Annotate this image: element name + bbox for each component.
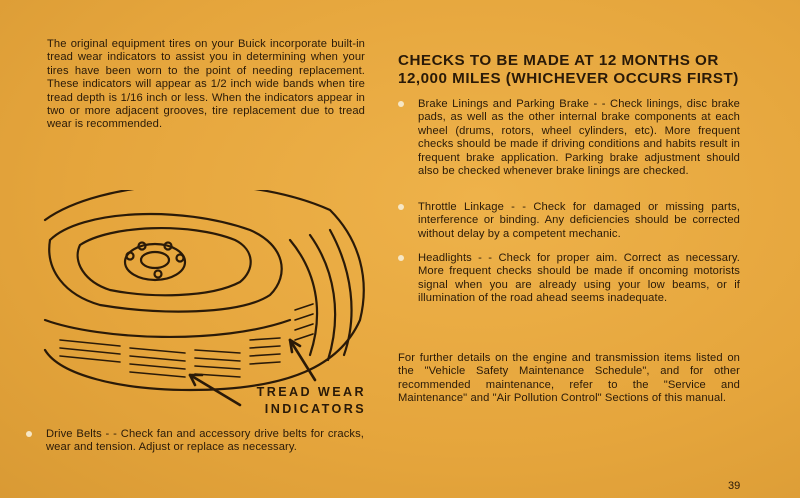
bullet-dot xyxy=(398,255,404,261)
bullet-throttle-linkage xyxy=(398,201,740,241)
bullet-dot xyxy=(26,431,32,437)
bullet-text: Headlights - - Check for proper aim. Correct as necessary. More frequent checks should be made if oncoming motorists signal when you are already using your low beams, or if illumination of the road ahead seems inadequate. xyxy=(418,252,740,305)
bullet-brake-linings xyxy=(398,98,740,178)
further-details-paragraph: For further details on the engine and transmission items listed on the "Vehicle Safety Maintenance Schedule", and for other recommended maintenance, refer to the "Service and Maintenance" and "Air Pollution Control" Sections of this manual. xyxy=(398,352,740,405)
tread-label-line1: TREAD WEAR xyxy=(256,385,366,399)
tread-label-line2: INDICATORS xyxy=(264,402,366,416)
tread-wear-indicators-label xyxy=(246,384,366,418)
bullet-text: Brake Linings and Parking Brake - - Check linings, disc brake pads, as well as the other internal brake components at each wheel (drums, rotors, wheel cylinders, etc). More frequent checks should be made if driving conditions and habits result in frequent brake application. Parking brake adjustment should also be checked whenever brake linings are checked. xyxy=(418,98,740,178)
bullet-drive-belts xyxy=(26,428,364,455)
bullet-dot xyxy=(398,101,404,107)
intro-paragraph: The original equipment tires on your Buick incorporate built-in tread wear indicators to assist you in determining when your tires have been worn to the point of needing replacement. These indicators will appear as 1/2 inch wide bands when tire tread depth is 1/16 inch or less. When the indicators appear in two or more adjacent grooves, tire replacement due to tread wear is recommended. xyxy=(47,38,365,131)
bullet-text: Drive Belts - - Check fan and accessory drive belts for cracks, wear and tension. Adjust or replace as necessary. xyxy=(46,428,364,454)
page-number: 39 xyxy=(728,480,741,492)
section-heading: CHECKS TO BE MADE AT 12 MONTHS OR 12,000 MILES (WHICHEVER OCCURS FIRST) xyxy=(398,52,739,87)
bullet-headlights xyxy=(398,252,740,306)
bullet-dot xyxy=(398,204,404,210)
bullet-text: Throttle Linkage - - Check for damaged or missing parts, interference or binding. Any deficiencies should be corrected without delay by a competent mechanic. xyxy=(418,201,740,240)
